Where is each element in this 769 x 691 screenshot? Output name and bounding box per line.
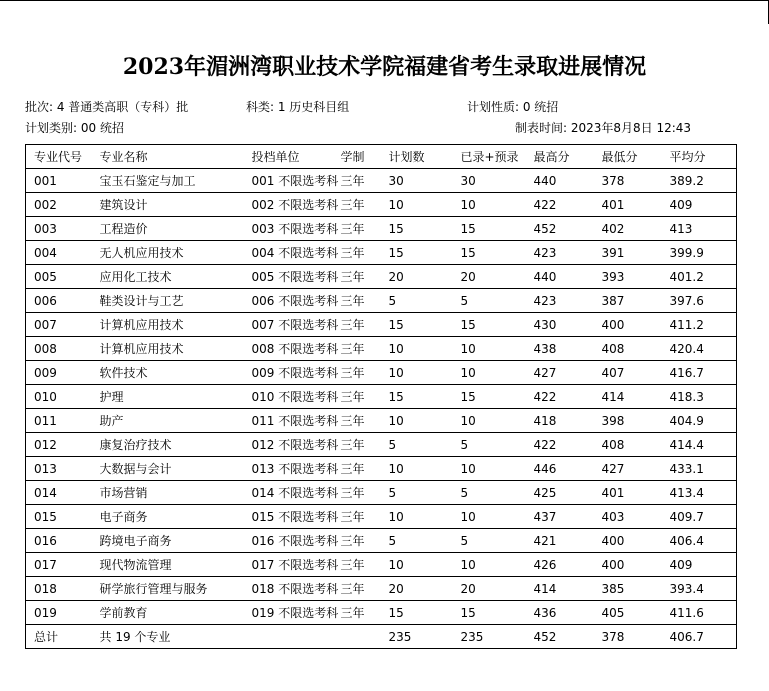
table-cell: 5 (381, 481, 453, 505)
table-cell: 三年 (341, 385, 381, 409)
table-cell: 15 (453, 241, 526, 265)
table-cell: 400 (594, 313, 662, 337)
table-cell: 407 (594, 361, 662, 385)
table-cell: 393.4 (662, 577, 737, 601)
table-cell: 20 (453, 265, 526, 289)
table-cell: 三年 (341, 457, 381, 481)
table-cell: 15 (381, 241, 453, 265)
table-cell: 市场营销 (92, 481, 244, 505)
admission-table (25, 144, 737, 649)
table-cell: 007 不限选考科 (244, 313, 341, 337)
table-cell: 427 (526, 361, 594, 385)
table-cell: 446 (526, 457, 594, 481)
total-plan: 235 (381, 625, 453, 649)
table-cell: 401 (594, 193, 662, 217)
table-cell: 10 (381, 553, 453, 577)
table-cell: 004 不限选考科 (244, 241, 341, 265)
table-cell: 416.7 (662, 361, 737, 385)
table-cell: 404.9 (662, 409, 737, 433)
table-cell: 学前教育 (92, 601, 244, 625)
header-cell: 投档单位 (251, 150, 300, 164)
table-cell: 401 (594, 481, 662, 505)
table-row (26, 481, 737, 505)
table-row (26, 193, 737, 217)
table-row (26, 385, 737, 409)
table-row (26, 529, 737, 553)
table-cell: 414.4 (662, 433, 737, 457)
table-cell: 002 (26, 193, 92, 217)
table-cell: 452 (526, 217, 594, 241)
table-cell: 5 (381, 433, 453, 457)
table-cell: 研学旅行管理与服务 (92, 577, 244, 601)
table-cell: 016 (26, 529, 92, 553)
table-cell: 017 (26, 553, 92, 577)
table-cell: 三年 (341, 289, 381, 313)
header-cell: 已录+预录 (460, 150, 519, 164)
table-cell: 437 (526, 505, 594, 529)
plan-nature-info: 计划性质: 0 统招 (467, 100, 559, 114)
total-count: 共 19 个专业 (92, 625, 381, 649)
table-cell: 电子商务 (92, 505, 244, 529)
table-cell: 414 (594, 385, 662, 409)
table-cell: 433.1 (662, 457, 737, 481)
table-cell: 011 (26, 409, 92, 433)
table-cell: 15 (381, 313, 453, 337)
table-cell: 30 (453, 169, 526, 193)
table-cell: 425 (526, 481, 594, 505)
table-cell: 413.4 (662, 481, 737, 505)
table-cell: 15 (453, 313, 526, 337)
table-cell: 三年 (341, 265, 381, 289)
total-admitted: 235 (453, 625, 526, 649)
table-cell: 422 (526, 433, 594, 457)
table-cell: 三年 (341, 313, 381, 337)
table-cell: 5 (453, 433, 526, 457)
table-cell: 10 (381, 193, 453, 217)
subject-info: 科类: 1 历史科目组 (246, 100, 350, 114)
table-cell: 378 (594, 169, 662, 193)
table-cell: 10 (381, 361, 453, 385)
table-cell: 10 (381, 505, 453, 529)
table-cell: 005 不限选考科 (244, 265, 341, 289)
table-cell: 401.2 (662, 265, 737, 289)
table-cell: 420.4 (662, 337, 737, 361)
table-cell: 10 (381, 409, 453, 433)
page-title: 2023年湄洲湾职业技术学院福建省考生录取进展情况 (122, 54, 647, 80)
table-cell: 418.3 (662, 385, 737, 409)
table-cell: 001 (26, 169, 92, 193)
table-cell: 413 (662, 217, 737, 241)
table-cell: 20 (381, 577, 453, 601)
table-cell: 003 (26, 217, 92, 241)
table-cell: 三年 (341, 433, 381, 457)
table-cell: 应用化工技术 (92, 265, 244, 289)
table-cell: 三年 (341, 481, 381, 505)
header-cell: 专业代号 (34, 150, 83, 164)
total-max: 452 (526, 625, 594, 649)
table-cell: 5 (381, 529, 453, 553)
table-cell: 400 (594, 529, 662, 553)
header-cell: 最低分 (601, 150, 638, 164)
table-cell: 跨境电子商务 (92, 529, 244, 553)
table-cell: 018 不限选考科 (244, 577, 341, 601)
table-cell: 015 (26, 505, 92, 529)
header-cell: 最高分 (533, 150, 570, 164)
table-cell: 012 不限选考科 (244, 433, 341, 457)
table-cell: 009 不限选考科 (244, 361, 341, 385)
table-header-row (26, 145, 737, 169)
header-cell: 专业名称 (99, 150, 148, 164)
table-cell: 405 (594, 601, 662, 625)
table-cell: 418 (526, 409, 594, 433)
table-cell: 008 (26, 337, 92, 361)
table-cell: 408 (594, 337, 662, 361)
made-time-info: 制表时间: 2023年8月8日 12:43 (515, 121, 692, 135)
table-cell: 426 (526, 553, 594, 577)
table-row (26, 217, 737, 241)
table-cell: 康复治疗技术 (92, 433, 244, 457)
table-cell: 406.4 (662, 529, 737, 553)
table-cell: 软件技术 (92, 361, 244, 385)
table-cell: 409 (662, 193, 737, 217)
table-cell: 423 (526, 241, 594, 265)
table-cell: 三年 (341, 577, 381, 601)
table-cell: 387 (594, 289, 662, 313)
table-cell: 15 (381, 385, 453, 409)
table-cell: 014 (26, 481, 92, 505)
table-cell: 003 不限选考科 (244, 217, 341, 241)
table-cell: 鞋类设计与工艺 (92, 289, 244, 313)
table-cell: 10 (381, 337, 453, 361)
table-cell: 建筑设计 (92, 193, 244, 217)
table-row (26, 409, 737, 433)
table-cell: 三年 (341, 361, 381, 385)
table-cell: 15 (453, 601, 526, 625)
table-cell: 010 不限选考科 (244, 385, 341, 409)
table-cell: 三年 (341, 505, 381, 529)
table-cell: 10 (453, 193, 526, 217)
table-cell: 5 (453, 529, 526, 553)
table-cell: 计算机应用技术 (92, 313, 244, 337)
total-row (26, 625, 737, 649)
table-cell: 5 (381, 289, 453, 313)
table-cell: 15 (453, 385, 526, 409)
table-row (26, 289, 737, 313)
table-cell: 402 (594, 217, 662, 241)
table-cell: 014 不限选考科 (244, 481, 341, 505)
table-row (26, 337, 737, 361)
table-cell: 10 (453, 361, 526, 385)
table-cell: 414 (526, 577, 594, 601)
table-cell: 三年 (341, 217, 381, 241)
table-cell: 013 不限选考科 (244, 457, 341, 481)
table-cell: 10 (381, 457, 453, 481)
table-cell: 10 (453, 553, 526, 577)
top-border-line (0, 0, 769, 1)
total-label: 总计 (26, 625, 92, 649)
table-cell: 三年 (341, 553, 381, 577)
header-cell: 平均分 (669, 150, 706, 164)
table-cell: 393 (594, 265, 662, 289)
table-cell: 三年 (341, 529, 381, 553)
table-cell: 现代物流管理 (92, 553, 244, 577)
table-cell: 助产 (92, 409, 244, 433)
table-cell: 397.6 (662, 289, 737, 313)
table-cell: 006 (26, 289, 92, 313)
table-cell: 391 (594, 241, 662, 265)
table-cell: 三年 (341, 409, 381, 433)
table-row (26, 601, 737, 625)
table-row (26, 361, 737, 385)
table-cell: 护理 (92, 385, 244, 409)
batch-info: 批次: 4 普通类高职（专科）批 (25, 100, 189, 114)
table-row (26, 241, 737, 265)
table-cell: 019 不限选考科 (244, 601, 341, 625)
table-cell: 005 (26, 265, 92, 289)
table-cell: 5 (453, 481, 526, 505)
table-cell: 10 (453, 409, 526, 433)
table-row (26, 169, 737, 193)
table-cell: 421 (526, 529, 594, 553)
table-cell: 422 (526, 193, 594, 217)
table-cell: 三年 (341, 241, 381, 265)
table-cell: 012 (26, 433, 92, 457)
table-cell: 011 不限选考科 (244, 409, 341, 433)
table-cell: 5 (453, 289, 526, 313)
table-cell: 三年 (341, 601, 381, 625)
table-cell: 001 不限选考科 (244, 169, 341, 193)
table-cell: 007 (26, 313, 92, 337)
table-cell: 018 (26, 577, 92, 601)
table-cell: 15 (453, 217, 526, 241)
table-cell: 无人机应用技术 (92, 241, 244, 265)
table-cell: 409.7 (662, 505, 737, 529)
table-cell: 400 (594, 553, 662, 577)
table-row (26, 553, 737, 577)
table-cell: 30 (381, 169, 453, 193)
table-row (26, 433, 737, 457)
table-cell: 430 (526, 313, 594, 337)
table-cell: 宝玉石鉴定与加工 (92, 169, 244, 193)
table-cell: 389.2 (662, 169, 737, 193)
table-row (26, 313, 737, 337)
table-cell: 015 不限选考科 (244, 505, 341, 529)
table-cell: 398 (594, 409, 662, 433)
table-cell: 大数据与会计 (92, 457, 244, 481)
table-cell: 408 (594, 433, 662, 457)
table-cell: 440 (526, 265, 594, 289)
table-cell: 10 (453, 337, 526, 361)
table-cell: 422 (526, 385, 594, 409)
table-cell: 工程造价 (92, 217, 244, 241)
table-cell: 002 不限选考科 (244, 193, 341, 217)
table-row (26, 505, 737, 529)
table-cell: 计算机应用技术 (92, 337, 244, 361)
header-cell: 学制 (340, 150, 365, 164)
table-cell: 20 (381, 265, 453, 289)
table-cell: 440 (526, 169, 594, 193)
table-cell: 三年 (341, 169, 381, 193)
table-cell: 15 (381, 601, 453, 625)
table-cell: 423 (526, 289, 594, 313)
table-row (26, 265, 737, 289)
table-cell: 三年 (341, 337, 381, 361)
header-cell: 计划数 (388, 150, 425, 164)
table-cell: 017 不限选考科 (244, 553, 341, 577)
table-row (26, 457, 737, 481)
table-cell: 427 (594, 457, 662, 481)
table-cell: 013 (26, 457, 92, 481)
table-cell: 399.9 (662, 241, 737, 265)
total-min: 378 (594, 625, 662, 649)
table-cell: 411.6 (662, 601, 737, 625)
table-cell: 10 (453, 457, 526, 481)
table-cell: 436 (526, 601, 594, 625)
table-cell: 016 不限选考科 (244, 529, 341, 553)
table-cell: 15 (381, 217, 453, 241)
table-cell: 438 (526, 337, 594, 361)
table-cell: 019 (26, 601, 92, 625)
total-avg: 406.7 (662, 625, 737, 649)
table-cell: 10 (453, 505, 526, 529)
table-cell: 009 (26, 361, 92, 385)
table-cell: 006 不限选考科 (244, 289, 341, 313)
table-cell: 004 (26, 241, 92, 265)
table-cell: 403 (594, 505, 662, 529)
table-cell: 20 (453, 577, 526, 601)
table-row (26, 577, 737, 601)
table-cell: 三年 (341, 193, 381, 217)
table-cell: 010 (26, 385, 92, 409)
table-cell: 008 不限选考科 (244, 337, 341, 361)
table-cell: 409 (662, 553, 737, 577)
table-cell: 411.2 (662, 313, 737, 337)
table-cell: 385 (594, 577, 662, 601)
plan-type-info: 计划类别: 00 统招 (25, 121, 124, 135)
